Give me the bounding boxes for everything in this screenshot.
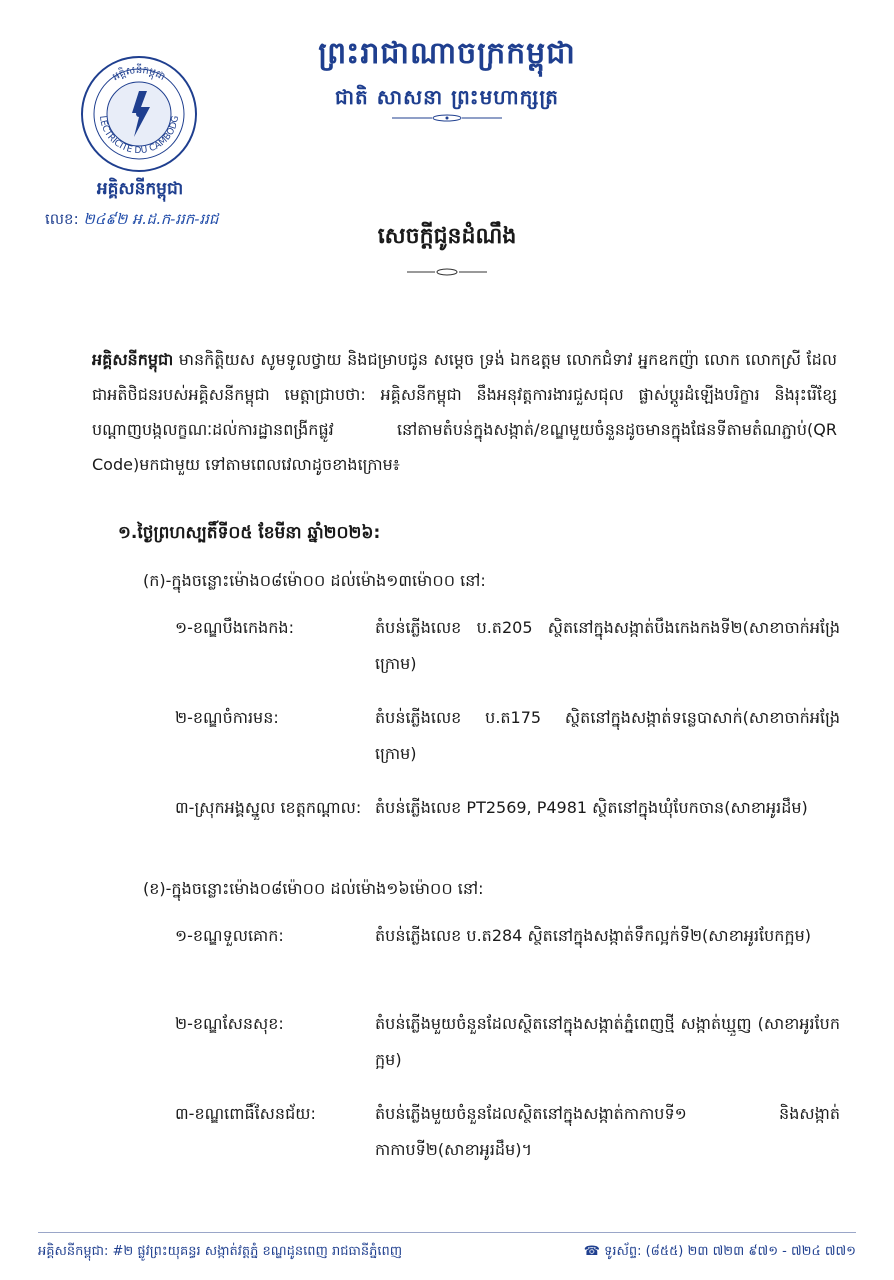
list-item [175,610,840,682]
phone-icon: ☎ [583,1244,605,1259]
reference-prefix: លេខ: [45,210,79,228]
day-heading: ១.ថ្ងៃព្រហស្បតិ៍ទី០៥ ខែមីនា ឆ្នាំ២០២៦: [118,523,381,543]
item-text: តំបន់ភ្លើងលេខ PT2569, P4981 ស្ថិតនៅក្នុងឃុំបែកចាន(សាខាអូរដឹម) [375,798,808,817]
footer-address: អគ្គិសនីកម្ពុជា: #២ ផ្លូវព្រះយុគន្ធរ សង្កាត់វត្តភ្នំ ខណ្ឌដូនពេញ រាជធានីភ្នំពេញ [38,1244,403,1259]
item-text: តំបន់ភ្លើងលេខ ប.ត284 ស្ថិតនៅក្នុងសង្កាត់ទឹកល្អក់ទី២(សាខាអូរបែកក្អម) [375,926,812,945]
footer-divider [38,1232,856,1233]
logo-top-text: អគ្គិសនីកម្ពុជា [110,65,167,84]
intro-paragraph [92,342,837,482]
item-text: តំបន់ភ្លើងលេខ ប.ត205 ស្ថិតនៅក្នុងសង្កាត់បឹងកេងកងទី២(សាខាចាក់អង្រែក្រោម) [375,618,840,673]
list-item [175,700,840,772]
organization-name: អគ្គិសនីកម្ពុជា [96,179,184,199]
national-motto: ជាតិ សាសនា ព្រះមហាក្សត្រ [335,85,559,109]
item-text: តំបន់ភ្លើងលេខ ប.ត175 ស្ថិតនៅក្នុងសង្កាត់ទន្លេបាសាក់(សាខាចាក់អង្រែក្រោម) [375,708,840,763]
reference-handwritten: ២៤៩២ អ.ដ.ក-ររក-ររជ [83,210,219,228]
item-label: ២-ខណ្ឌចំការមន: [175,708,279,727]
intro-text: មានកិត្តិយស សូមទូលថ្វាយ និងជម្រាបជូន សម្តេច ទ្រង់ ឯកឧត្តម លោកជំទាវ អ្នកឧកញ៉ា លោក លោកស្រី ដែលជាអតិថិជនរបស់អគ្គិសនីកម្ពុជា មេត្តាជ្រាបថា: អគ្គិសនីកម្ពុជា នឹងអនុវត្តការងារជួសជុល ផ្លាស់ប្តូរដំឡើងបរិក្ខារ និងរុះរើខ្សែបណ្តាញបង្កលក្ខណៈដល់ការដ្ឋានពង្រីកផ្លូវ នៅតាមតំបន់ក្នុងសង្កាត់/ខណ្ឌមួយចំនួនដូចមានក្នុងផែនទីតាមតំណភ្ជាប់(QR Code)មកជាមួយ ទៅតាមពេលវេលាដូចខាងក្រោម៖ [92,350,837,474]
item-text: តំបន់ភ្លើងមួយចំនួនដែលស្ថិតនៅក្នុងសង្កាត់កាកាបទី១ និងសង្កាត់កាកាបទី២(សាខាអូរដឹម)។ [375,1104,840,1159]
item-label: ៣-ស្រុកអង្គស្នួល ខេត្តកណ្តាល: [175,798,362,817]
item-text: តំបន់ភ្លើងមួយចំនួនដែលស្ថិតនៅក្នុងសង្កាត់ភ្នំពេញថ្មី សង្កាត់ឃ្មួញ (សាខាអូរបែកក្អម) [375,1014,840,1069]
edc-logo [80,55,198,173]
title-ornament [0,266,894,280]
item-label: ៣-ខណ្ឌពោធិ៍សែនជ័យ: [175,1104,316,1123]
section-b-heading: (ខ)-ក្នុងចន្លោះម៉ោង០៨ម៉ោ០០ ដល់ម៉ោង១៦ម៉ោ០០ នៅ: [143,879,484,898]
list-item [175,918,840,990]
footer-phone-text: ទូរស័ព្ទ: (៨៥៥) ២៣ ៧២៣ ៩៧១ - ៧២៤ ៧៧១ [604,1244,856,1259]
footer-phone [584,1243,856,1262]
list-item [175,790,840,862]
logo-ring-text: LECTRICITE DU CAMBODG [96,115,182,157]
list-item [175,1096,840,1168]
intro-org-name: អគ្គិសនីកម្ពុជា [92,350,174,369]
item-label: ២-ខណ្ឌសែនសុខ: [175,1014,284,1033]
list-item [175,1006,840,1078]
item-label: ១-ខណ្ឌទួលគោក: [175,926,284,945]
section-a-heading: (ក)-ក្នុងចន្លោះម៉ោង០៨ម៉ោ០០ ដល់ម៉ោង១៣ម៉ោ០០ នៅ: [143,571,486,590]
svg-text:អគ្គិសនីកម្ពុជា [111,63,167,83]
item-label: ១-ខណ្ឌបឹងកេងកង: [175,618,294,637]
document-title: សេចក្តីជូនដំណឹង [377,224,517,249]
kingdom-title: ព្រះរាជាណាចក្រកម្ពុជា [318,36,576,71]
